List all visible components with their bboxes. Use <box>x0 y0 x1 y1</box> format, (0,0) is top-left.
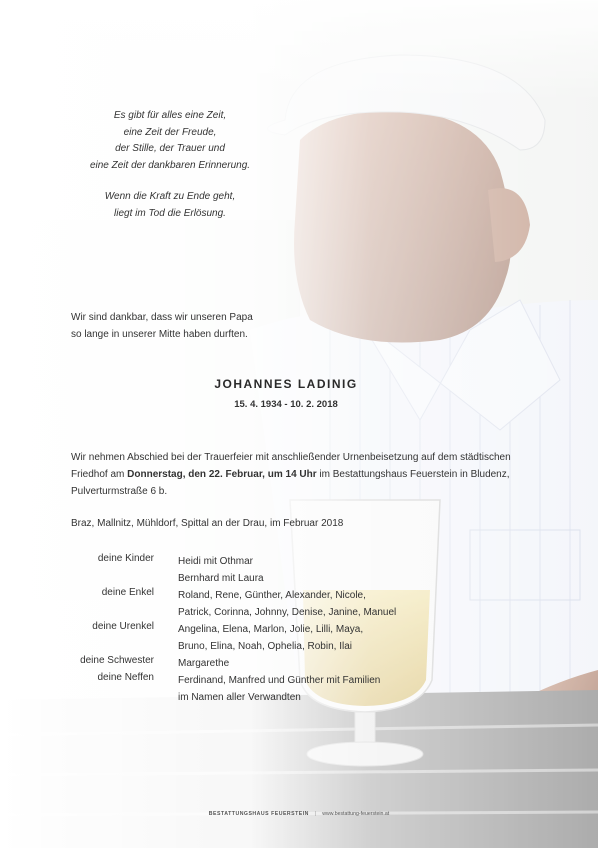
ceremony-info-pre: Wir nehmen Abschied bei der Trauerfeier mit anschließender Urnenbeisetzung auf dem städtischen Friedhof am <box>71 452 511 480</box>
family-label: deine Urenkel <box>92 621 154 632</box>
family-names: Patrick, Corinna, Johnny, Denise, Janine, Manuel <box>178 607 397 618</box>
footer <box>0 811 598 817</box>
poem-line: eine Zeit der Freude, <box>123 126 217 138</box>
thanks-line: so lange in unserer Mitte haben durften. <box>71 329 248 340</box>
poem-line: eine Zeit der dankbaren Erinnerung. <box>89 159 251 171</box>
family-group-children <box>60 553 480 587</box>
family-names: Bernhard mit Laura <box>178 573 264 584</box>
poem <box>50 108 290 222</box>
funeral-home-name: BESTATTUNGSHAUS FEUERSTEIN <box>208 811 309 817</box>
poem-line: Es gibt für alles eine Zeit, <box>113 110 227 121</box>
family-list <box>60 553 480 706</box>
ceremony-datetime: Donnerstag, den 22. Februar, um 14 Uhr <box>127 469 317 480</box>
deceased-name: JOHANNES LADINIG <box>214 377 358 391</box>
family-label: deine Enkel <box>101 587 154 598</box>
poem-line: Wenn die Kraft zu Ende geht, <box>104 191 236 202</box>
thanks-text <box>71 309 253 343</box>
footer-separator: | <box>314 811 317 817</box>
family-names: im Namen aller Verwandten <box>178 692 301 703</box>
poem-line: liegt im Tod die Erlösung. <box>114 207 226 219</box>
family-names: Ferdinand, Manfred und Günther mit Familien <box>178 675 381 686</box>
family-group-great-grandchildren <box>60 621 480 655</box>
family-group-grandchildren <box>60 587 480 621</box>
thanks-line: Wir sind dankbar, dass wir unseren Papa <box>71 312 253 323</box>
family-group-nephews <box>60 672 480 706</box>
family-names: Margarethe <box>178 658 230 669</box>
ceremony-info <box>71 449 521 500</box>
funeral-home-url[interactable]: www.bestattung-feuerstein.at <box>322 811 390 817</box>
poem-line: der Stille, der Trauer und <box>115 143 225 154</box>
family-names: Bruno, Elina, Noah, Ophelia, Robin, Ilai <box>178 641 352 652</box>
family-names: Roland, Rene, Günther, Alexander, Nicole, <box>178 590 366 601</box>
family-label: deine Kinder <box>97 553 154 564</box>
family-label: deine Schwester <box>80 655 154 666</box>
ceremony-info-post: im Bestattungshaus Feuerstein in Bludenz, Pulverturmstraße 6 b. <box>71 469 510 497</box>
family-names: Angelina, Elena, Marlon, Jolie, Lilli, Maya, <box>178 624 364 635</box>
place-date: Braz, Mallnitz, Mühldorf, Spittal an der Drau, im Februar 2018 <box>71 518 344 529</box>
family-names: Heidi mit Othmar <box>178 556 254 567</box>
family-group-sister <box>60 655 480 672</box>
deceased-dates: 15. 4. 1934 - 10. 2. 2018 <box>234 399 338 410</box>
family-label: deine Neffen <box>97 672 154 683</box>
